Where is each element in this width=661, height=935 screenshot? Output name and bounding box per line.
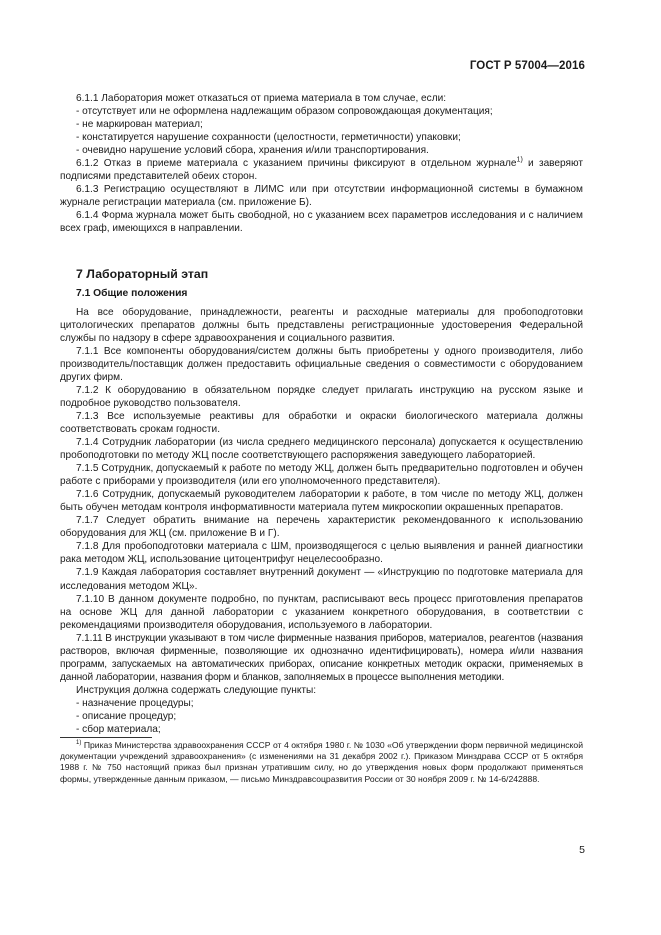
paragraph-6-1-2-text-end: и заверяют подписями представителей обеих сторон.	[60, 158, 583, 183]
paragraph-7-1-10: 7.1.10 В данном документе подробно, по пунктам, расписывают весь процесс приготовления препаратов на основе ЖЦ для данной лаборатории с указанием конкретного оборудования, в соответствии с рекомендациями производителя оборудования, используемого в лаборатории.	[60, 593, 583, 631]
list-item: - сбор материала;	[76, 724, 161, 736]
paragraph-7-1-4: 7.1.4 Сотрудник лаборатории (из числа среднего медицинского персонала) допускается к осуществлению пробоподготовки по методу ЖЦ после соответствующего распоряжения заведующего лабораторией.	[60, 436, 583, 462]
list-item: - описание процедур;	[76, 710, 177, 722]
page-number: 5	[579, 844, 585, 856]
paragraph-7-1-9: 7.1.9 Каждая лаборатория составляет внутренний документ — «Инструкцию по подготовке материала для исследования методом ЖЦ».	[60, 567, 583, 592]
paragraph-6-1-2	[60, 157, 583, 183]
subsection-heading: 7.1 Общие положения	[76, 287, 188, 299]
list-item: - констатируется нарушение сохранности (целостности, герметичности) упаковки;	[76, 132, 461, 144]
footnote	[60, 740, 583, 785]
paragraph-7-1-1: 7.1.1 Все компоненты оборудования/систем должны быть приобретены у одного производителя, либо производитель/поставщик должен предоставить официальные сведения о совместимости с оборудованием других фирм.	[60, 345, 583, 383]
paragraph-7-1-6: 7.1.6 Сотрудник, допускаемый руководителем лаборатории к работе, в том числе по методу ЖЦ, должен быть обучен методам контроля информативности материала путем микроскопии окрашенных препаратов.	[60, 489, 583, 514]
paragraph-7-1-11: 7.1.11 В инструкции указывают в том числе фирменные названия приборов, материалов, реагентов (названия растворов, включая фирменные, позволяющие их однозначно идентифицировать), номера и/или названия программ, запускаемых на автоматических приборах, описание конкретных методик окраски, применяемых в данной лаборатории, названия форм и бланков, заполняемых в процессе выполнения методики.	[60, 632, 583, 683]
footnote-ref[interactable]: 1)	[516, 156, 523, 164]
paragraph-7-1-3: 7.1.3 Все используемые реактивы для обработки и окраски биологического материала должны соответствовать срокам годности.	[60, 410, 583, 435]
footnote-body: Приказ Министерства здравоохранения СССР от 4 октября 1980 г. № 1030 «Об утверждении форм первичной медицинской документации учреждений здравоохранения» (с изменениями на 31 декабря 2002 г.). Приказом Минздрава СССР от 5 октября 1988 г. № 750 настоящий приказ был признан утратившим силу, но до утверждения новых форм продолжают применяться формы, утвержденные данным приказом, — письмо Минздравсоцразвития России от 30 ноября 2009 г. № 14-6/242888.	[60, 740, 583, 784]
section-heading: 7 Лабораторный этап	[76, 266, 209, 281]
list-item: - назначение процедуры;	[76, 697, 194, 709]
paragraph-6-1-4: 6.1.4 Форма журнала может быть свободной, но с указанием всех параметров исследования и с наличием всех граф, имеющихся в направлении.	[60, 210, 583, 235]
spacer	[60, 236, 583, 252]
paragraph-intro: На все оборудование, принадлежности, реагенты и расходные материалы для пробоподготовки цитологических препаратов должны быть представлены регистрационные удостоверения Федеральной службы по надзору в сфере здравоохранения и социального развития.	[60, 306, 583, 344]
list-item: - очевидно нарушение условий сбора, хранения и/или транспортирования.	[76, 145, 429, 157]
paragraph-7-1-5: 7.1.5 Сотрудник, допускаемый к работе по методу ЖЦ, должен быть предварительно подготовлен и обучен работе с приборами у производителя (или его уполномоченного представителя).	[60, 463, 583, 488]
page-body	[60, 92, 583, 785]
footnote-text	[60, 740, 583, 785]
footnote-marker: 1)	[76, 740, 82, 747]
footnote-divider	[60, 737, 152, 738]
paragraph-instruction: Инструкция должна содержать следующие пункты:	[76, 684, 317, 696]
paragraph-6-1-1: 6.1.1 Лаборатория может отказаться от приема материала в том случае, если:	[76, 93, 447, 104]
paragraph-7-1-8: 7.1.8 Для пробоподготовки материала с ШМ, производящегося с целью выявления и ранней диагностики рака методом ЖЦ, использование цитоцентрифуг нецелесообразно.	[60, 541, 583, 566]
paragraph-7-1-7: 7.1.7 Следует обратить внимание на перечень характеристик рекомендованного к использованию оборудования для ЖЦ (см. приложение В и Г).	[60, 515, 583, 540]
paragraph-7-1-2: 7.1.2 К оборудованию в обязательном порядке следует прилагать инструкцию на русском языке и подробное руководство пользователя.	[60, 384, 583, 409]
paragraph-6-1-3: 6.1.3 Регистрацию осуществляют в ЛИМС или при отсутствии информационной системы в бумажном журнале регистрации материала (см. приложение Б).	[60, 184, 583, 209]
standard-header: ГОСТ Р 57004—2016	[469, 60, 585, 72]
paragraph-6-1-2-text: 6.1.2 Отказ в приеме материала с указанием причины фиксируют в отдельном журнале	[76, 158, 517, 170]
list-item: - отсутствует или не оформлена надлежащим образом сопровождающая документация;	[76, 106, 493, 118]
list-item: - не маркирован материал;	[76, 119, 203, 131]
